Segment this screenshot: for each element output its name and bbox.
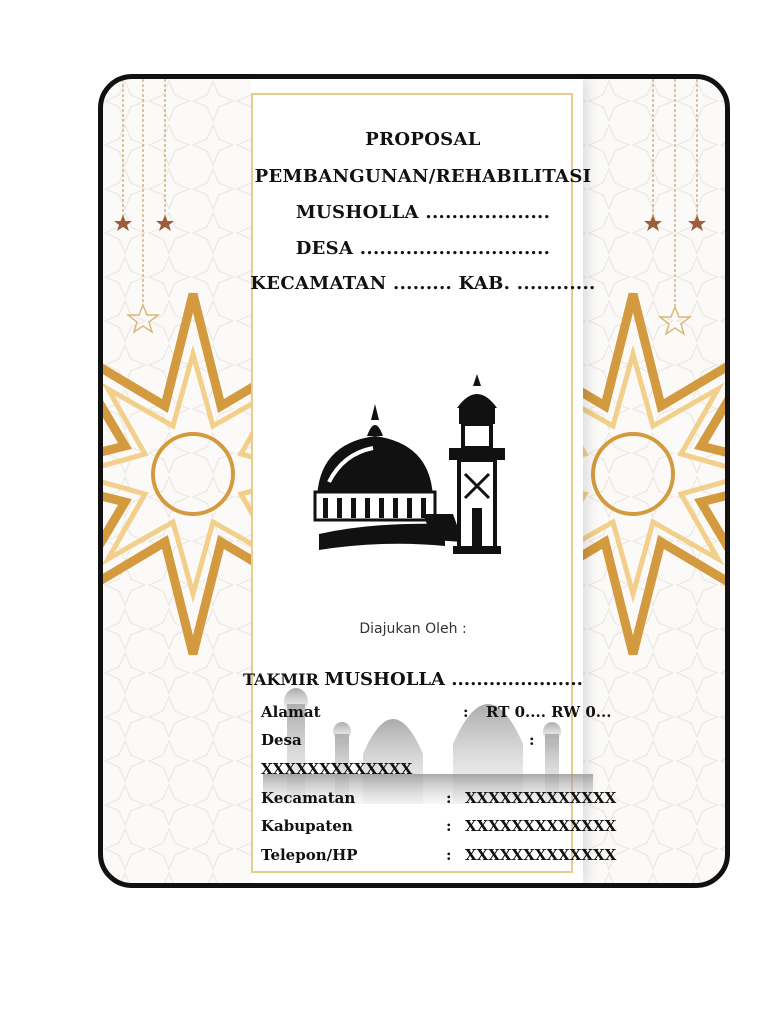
alamat-colon: : (463, 703, 469, 721)
desa-label: Desa (261, 731, 302, 749)
star-icon (156, 215, 174, 231)
kabupaten-label: Kabupaten (261, 817, 353, 835)
star-icon (114, 215, 132, 231)
kabupaten-colon: : (446, 817, 452, 835)
alamat-value: RT 0.... RW 0... (486, 703, 612, 721)
takmir-prefix: TAKMIR (243, 670, 319, 689)
desa-colon: : (529, 731, 535, 749)
takmir-heading (243, 669, 583, 690)
star-icon (688, 215, 706, 231)
title-musholla: MUSHOLLA ................... (295, 202, 551, 223)
title-kecamatan-kab: KECAMATAN ......... KAB. ............ (250, 273, 596, 294)
kabupaten-value: XXXXXXXXXXXXX (465, 817, 617, 835)
telepon-value: XXXXXXXXXXXXX (465, 846, 617, 864)
title-proposal: PROPOSAL (365, 129, 481, 150)
desa-value: XXXXXXXXXXXXX (261, 760, 413, 778)
submitted-by-label: Diajukan Oleh : (359, 621, 467, 637)
alamat-label: Alamat (261, 703, 321, 721)
mosque-icon (313, 374, 513, 574)
cover-frame (98, 74, 730, 888)
telepon-colon: : (446, 846, 452, 864)
telepon-label: Telepon/HP (261, 846, 358, 864)
title-desa: DESA ............................. (295, 238, 551, 259)
title-pembangunan: PEMBANGUNAN/REHABILITASI (254, 166, 592, 187)
takmir-name: MUSHOLLA ..................... (324, 669, 583, 690)
star-icon (644, 215, 662, 231)
kecamatan-colon: : (446, 789, 452, 807)
kecamatan-value: XXXXXXXXXXXXX (465, 789, 617, 807)
kecamatan-label: Kecamatan (261, 789, 356, 807)
